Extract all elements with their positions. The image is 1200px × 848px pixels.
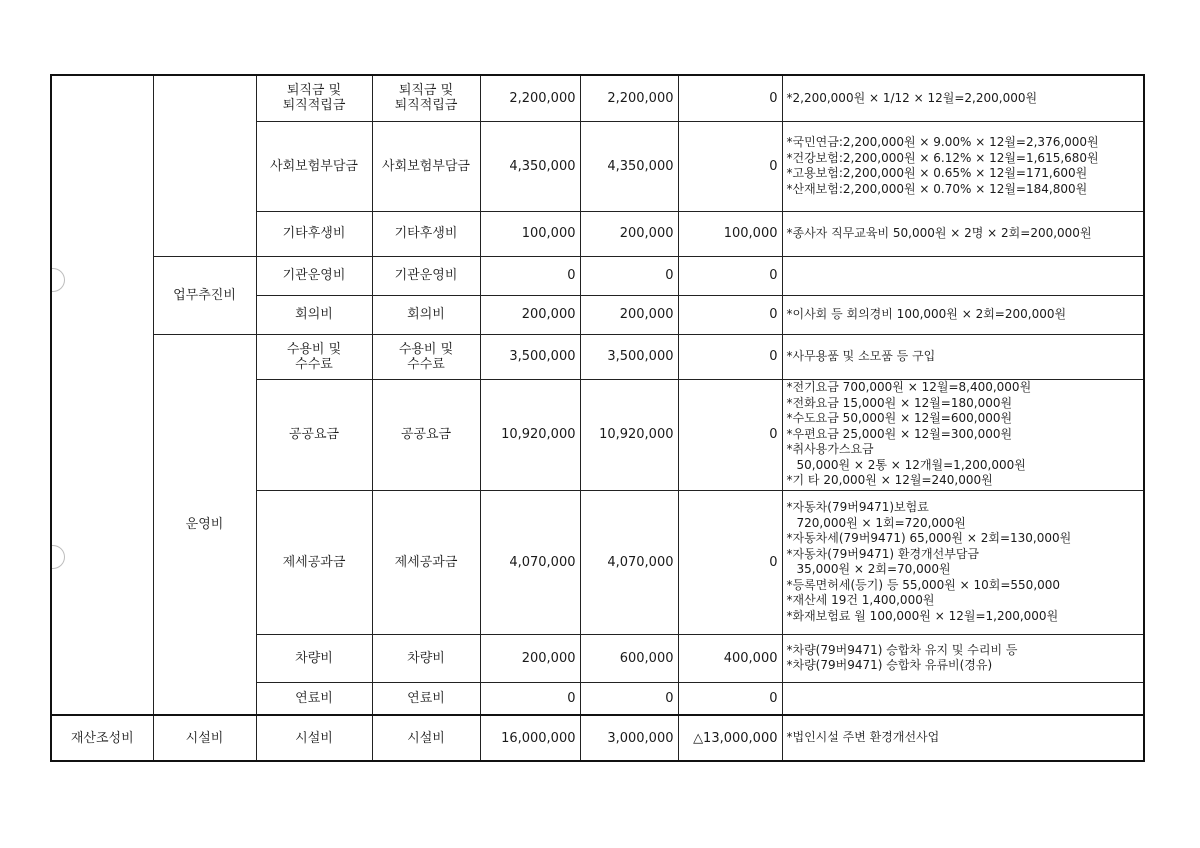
calculation-basis-cell (782, 682, 1144, 715)
calculation-line: *수도요금 50,000원 × 12월=600,000원 (786, 411, 1013, 426)
calculation-basis-cell (782, 121, 1144, 211)
detail-item-cell: 공공요금 (372, 379, 480, 490)
item-cell: 회의비 (256, 295, 372, 334)
budget-amount-cell: 100,000 (480, 211, 580, 256)
previous-amount-cell: 4,070,000 (580, 490, 678, 634)
table-row (51, 256, 1144, 295)
difference-amount-cell: 0 (678, 75, 782, 121)
difference-amount-cell: 0 (678, 490, 782, 634)
calculation-basis-cell (782, 490, 1144, 634)
previous-amount-cell: 0 (580, 682, 678, 715)
calculation-basis-cell (782, 715, 1144, 761)
calculation-basis-cell (782, 334, 1144, 379)
calculation-line: *고용보험:2,200,000원 × 0.65% × 12월=171,600원 (786, 166, 1088, 180)
calculation-line: *등록면허세(등기) 등 55,000원 × 10회=550,000 (786, 577, 1061, 592)
calculation-line: *기 타 20,000원 × 12월=240,000원 (786, 473, 993, 488)
category-level2-cell: 운영비 (153, 334, 256, 715)
table-row (51, 715, 1144, 761)
calculation-line: *종사자 직무교육비 50,000원 × 2명 × 2회=200,000원 (786, 225, 1092, 240)
detail-item-cell: 기타후생비 (372, 211, 480, 256)
previous-amount-cell: 2,200,000 (580, 75, 678, 121)
calculation-basis-cell (782, 295, 1144, 334)
budget-amount-cell: 16,000,000 (480, 715, 580, 761)
calculation-line: *산재보험:2,200,000원 × 0.70% × 12월=184,800원 (786, 181, 1088, 196)
calculation-line: *재산세 19건 1,400,000원 (786, 593, 935, 607)
item-cell: 시설비 (256, 715, 372, 761)
calculation-line: 35,000원 × 2회=70,000원 (796, 562, 951, 576)
previous-amount-cell: 200,000 (580, 211, 678, 256)
detail-item-cell: 차량비 (372, 634, 480, 682)
previous-amount-cell: 4,350,000 (580, 121, 678, 211)
calculation-basis-cell (782, 211, 1144, 256)
budget-table-body (51, 75, 1144, 761)
table-row (51, 334, 1144, 379)
detail-item-cell: 제세공과금 (372, 490, 480, 634)
item-cell: 기관운영비 (256, 256, 372, 295)
item-cell: 수용비 및 수수료 (256, 334, 372, 379)
item-cell: 제세공과금 (256, 490, 372, 634)
table-row (51, 75, 1144, 121)
budget-amount-cell: 0 (480, 256, 580, 295)
calculation-basis-cell (782, 634, 1144, 682)
budget-amount-cell: 3,500,000 (480, 334, 580, 379)
budget-amount-cell: 2,200,000 (480, 75, 580, 121)
calculation-line: *법인시설 주변 환경개선사업 (786, 730, 940, 745)
item-cell: 연료비 (256, 682, 372, 715)
difference-amount-cell: 0 (678, 334, 782, 379)
difference-amount-cell: △13,000,000 (678, 715, 782, 761)
calculation-line: *우편요금 25,000원 × 12월=300,000원 (786, 426, 1013, 441)
calculation-line: *전화요금 15,000원 × 12월=180,000원 (786, 395, 1013, 410)
item-cell: 기타후생비 (256, 211, 372, 256)
calculation-line: *자동차(79버9471)보험료 (786, 500, 929, 514)
category-level2-cell (153, 75, 256, 256)
category-level2-cell: 업무추진비 (153, 256, 256, 334)
budget-amount-cell: 4,070,000 (480, 490, 580, 634)
budget-amount-cell: 10,920,000 (480, 379, 580, 490)
item-cell: 사회보험부담금 (256, 121, 372, 211)
detail-item-cell: 퇴직금 및 퇴직적립금 (372, 75, 480, 121)
calculation-basis-cell (782, 379, 1144, 490)
category-level1-cell (51, 75, 153, 715)
calculation-line: *자동차세(79버9471) 65,000원 × 2회=130,000원 (786, 531, 1072, 545)
calculation-line: 50,000원 × 2통 × 12개월=1,200,000원 (796, 457, 1026, 472)
previous-amount-cell: 3,500,000 (580, 334, 678, 379)
item-cell: 차량비 (256, 634, 372, 682)
detail-item-cell: 수용비 및 수수료 (372, 334, 480, 379)
budget-amount-cell: 0 (480, 682, 580, 715)
calculation-line: *자동차(79버9471) 환경개선부담금 (786, 546, 979, 561)
difference-amount-cell: 0 (678, 682, 782, 715)
category-level1-cell: 재산조성비 (51, 715, 153, 761)
calculation-line: *건강보험:2,200,000원 × 6.12% × 12월=1,615,680원 (786, 150, 1099, 165)
difference-amount-cell: 400,000 (678, 634, 782, 682)
difference-amount-cell: 0 (678, 379, 782, 490)
item-cell: 퇴직금 및 퇴직적립금 (256, 75, 372, 121)
previous-amount-cell: 0 (580, 256, 678, 295)
difference-amount-cell: 0 (678, 121, 782, 211)
calculation-line: *취사용가스요금 (786, 442, 874, 457)
detail-item-cell: 기관운영비 (372, 256, 480, 295)
difference-amount-cell: 0 (678, 295, 782, 334)
calculation-line: *차량(79버9471) 승합차 유지 및 수리비 등 (786, 642, 1018, 657)
calculation-line: *화재보험료 월 100,000원 × 12월=1,200,000원 (786, 608, 1059, 623)
detail-item-cell: 회의비 (372, 295, 480, 334)
previous-amount-cell: 10,920,000 (580, 379, 678, 490)
budget-amount-cell: 200,000 (480, 634, 580, 682)
item-cell: 공공요금 (256, 379, 372, 490)
detail-item-cell: 사회보험부담금 (372, 121, 480, 211)
calculation-line: *국민연금:2,200,000원 × 9.00% × 12월=2,376,000원 (786, 135, 1099, 149)
detail-item-cell: 시설비 (372, 715, 480, 761)
difference-amount-cell: 100,000 (678, 211, 782, 256)
calculation-basis-cell (782, 75, 1144, 121)
calculation-line: *이사회 등 회의경비 100,000원 × 2회=200,000원 (786, 306, 1067, 321)
calculation-line: *2,200,000원 × 1/12 × 12월=2,200,000원 (786, 90, 1038, 105)
calculation-line: 720,000원 × 1회=720,000원 (796, 515, 966, 530)
calculation-basis-cell (782, 256, 1144, 295)
category-level2-cell: 시설비 (153, 715, 256, 761)
budget-amount-cell: 200,000 (480, 295, 580, 334)
budget-table (50, 74, 1145, 762)
calculation-line: *사무용품 및 소모품 등 구입 (786, 348, 936, 363)
calculation-line: *차량(79버9471) 승합차 유류비(경유) (786, 658, 993, 672)
previous-amount-cell: 3,000,000 (580, 715, 678, 761)
difference-amount-cell: 0 (678, 256, 782, 295)
previous-amount-cell: 200,000 (580, 295, 678, 334)
budget-amount-cell: 4,350,000 (480, 121, 580, 211)
previous-amount-cell: 600,000 (580, 634, 678, 682)
calculation-line: *전기요금 700,000원 × 12월=8,400,000원 (786, 380, 1032, 395)
detail-item-cell: 연료비 (372, 682, 480, 715)
